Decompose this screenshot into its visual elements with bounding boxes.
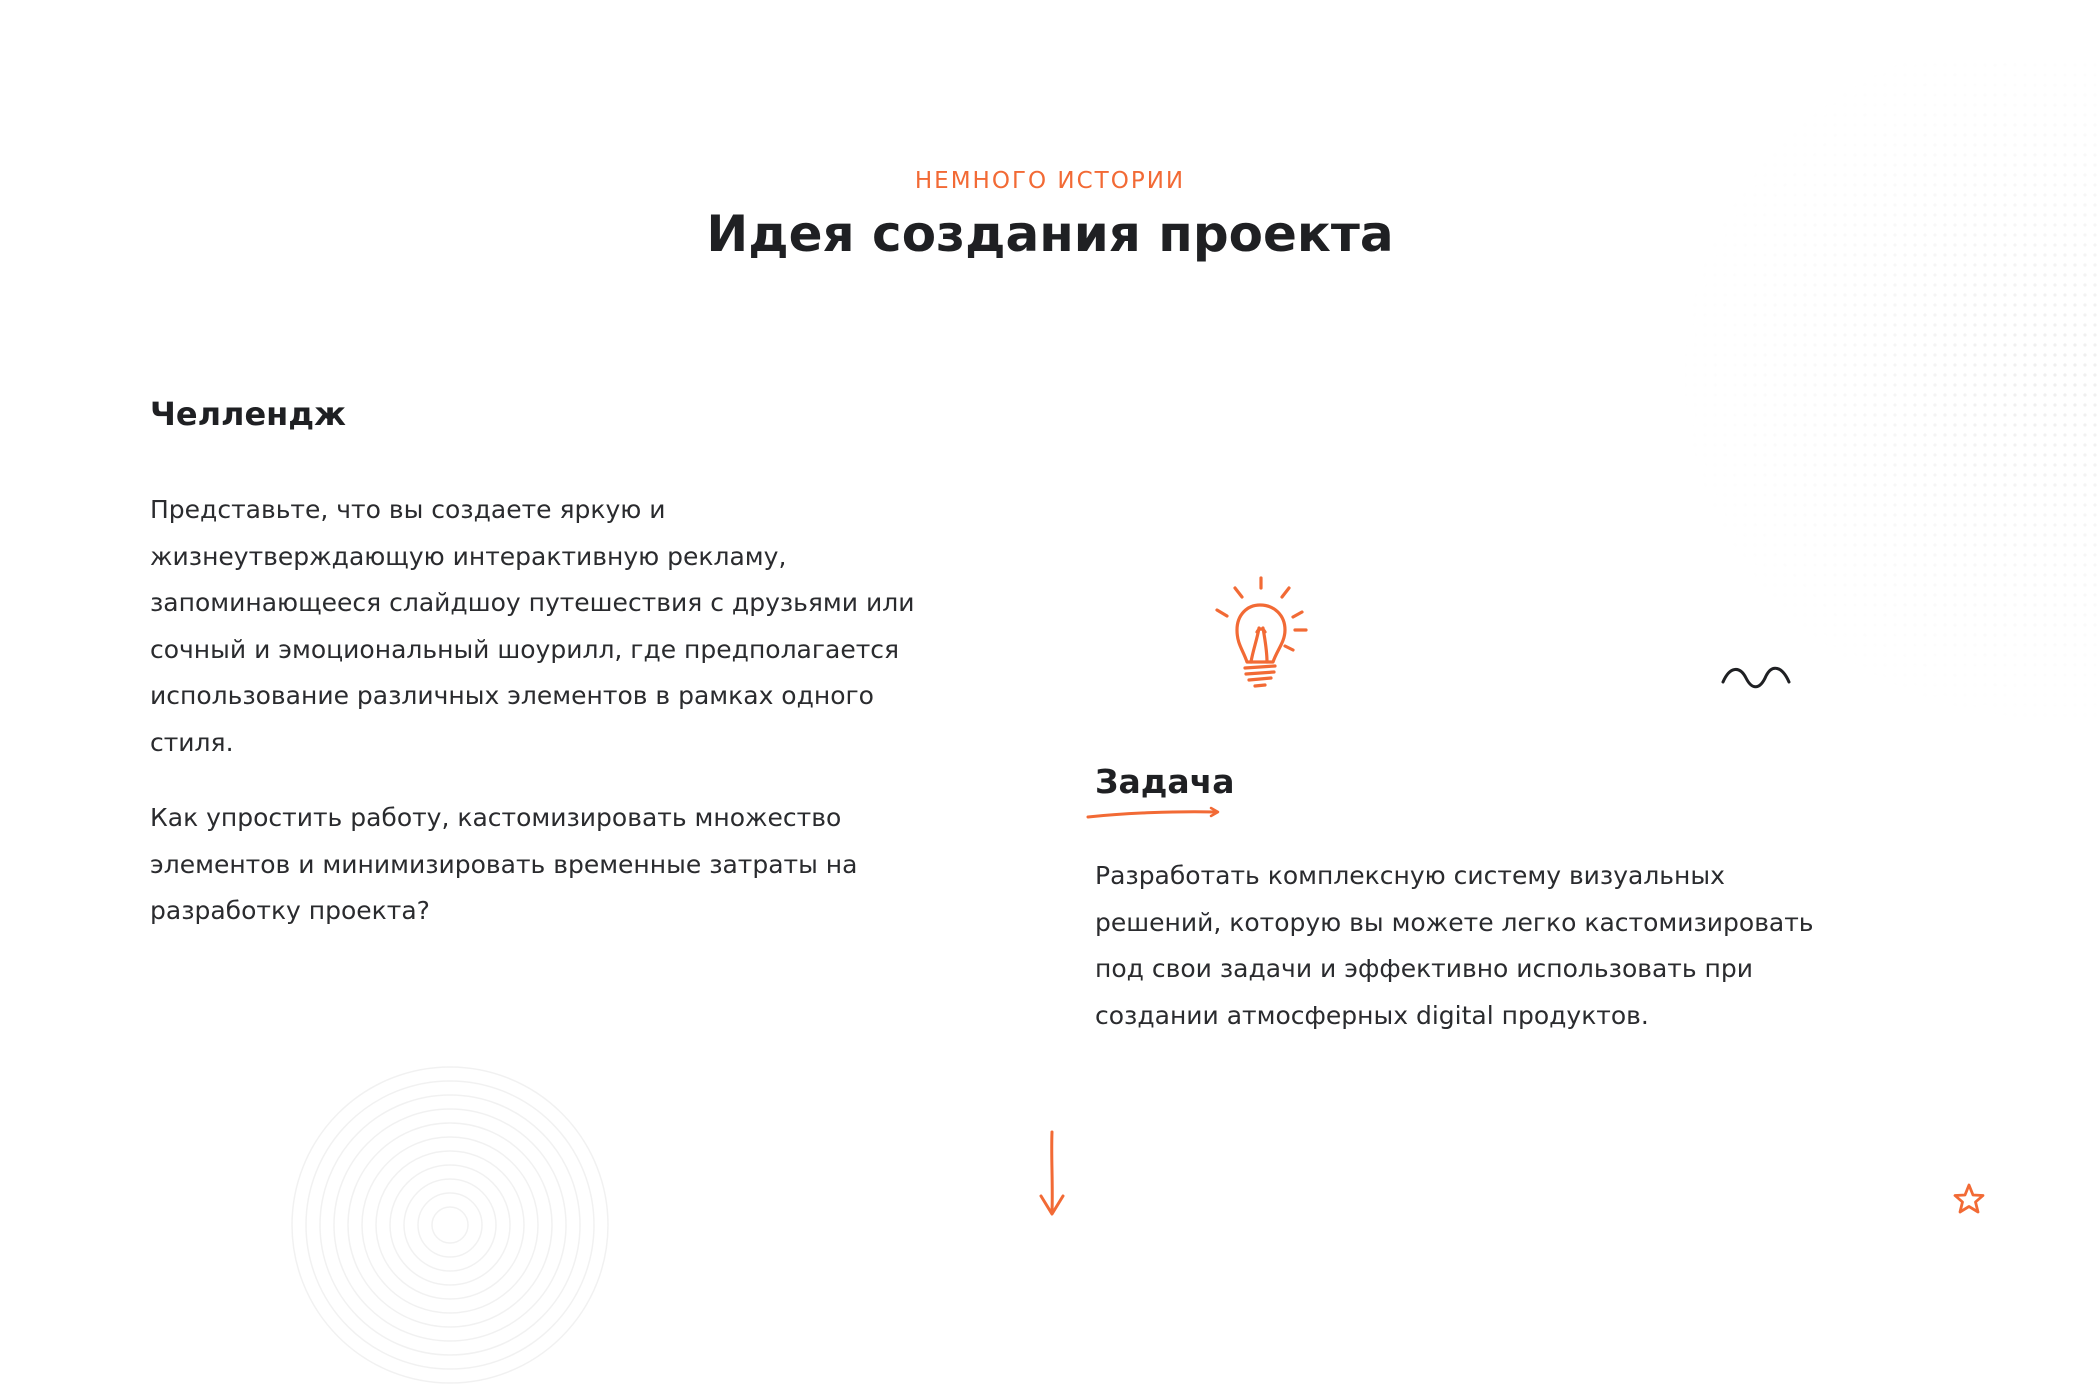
underline-scribble [1085,805,1225,823]
section-eyebrow: НЕМНОГО ИСТОРИИ [914,168,1186,194]
dot-pattern-background [1640,60,2100,760]
challenge-paragraph-1: Представьте, что вы создаете яркую и жизнеутверждающую интерактивную рекламу, запоминающееся слайдшоу путешествия с друзьями или сочный и эмоциональный шоурилл, где предполагается использование различных элементов в рамках одного стиля. [150,495,915,757]
concentric-rings-decoration [285,1060,615,1390]
challenge-paragraph-2: Как упростить работу, кастомизировать множество элементов и минимизировать временные затраты на разработку проекта? [150,803,858,925]
arrow-down-icon [1035,1128,1069,1218]
task-heading: Задача [1095,762,1235,801]
wave-icon [1720,660,1792,692]
task-paragraph: Разработать комплексную систему визуальных решений, которую вы можете легко кастомизировать под свои задачи и эффективно использовать при создании атмосферных digital продуктов. [1095,861,1814,1030]
lightbulb-icon [1205,570,1315,695]
star-icon [1951,1181,1987,1217]
page-title: Идея создания проекта [706,205,1394,263]
challenge-heading: Челлендж [150,395,346,433]
